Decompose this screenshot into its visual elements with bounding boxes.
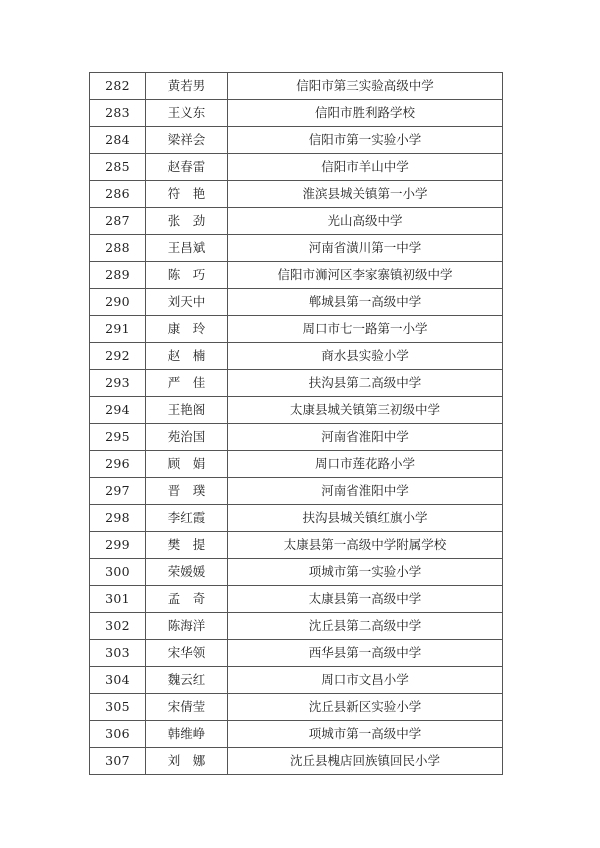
table-row [90, 397, 503, 424]
school-name: 信阳市浉河区李家寨镇初级中学 [228, 262, 503, 289]
table-row [90, 73, 503, 100]
row-number: 282 [90, 73, 146, 100]
school-name: 郸城县第一高级中学 [228, 289, 503, 316]
row-number: 285 [90, 154, 146, 181]
school-name: 沈丘县第二高级中学 [228, 613, 503, 640]
teacher-name: 荣媛媛 [146, 559, 228, 586]
table-row [90, 478, 503, 505]
row-number: 307 [90, 748, 146, 775]
school-name: 商水县实验小学 [228, 343, 503, 370]
table-row [90, 640, 503, 667]
row-number: 290 [90, 289, 146, 316]
teacher-name: 顾 娟 [146, 451, 228, 478]
school-name: 河南省潢川第一中学 [228, 235, 503, 262]
school-name: 西华县第一高级中学 [228, 640, 503, 667]
table-row [90, 181, 503, 208]
school-name: 信阳市胜利路学校 [228, 100, 503, 127]
row-number: 303 [90, 640, 146, 667]
row-number: 286 [90, 181, 146, 208]
school-name: 太康县第一高级中学 [228, 586, 503, 613]
school-name: 光山高级中学 [228, 208, 503, 235]
school-name: 扶沟县城关镇红旗小学 [228, 505, 503, 532]
table-row [90, 694, 503, 721]
school-name: 信阳市第三实验高级中学 [228, 73, 503, 100]
row-number: 296 [90, 451, 146, 478]
table-row [90, 208, 503, 235]
row-number: 305 [90, 694, 146, 721]
school-name: 周口市文昌小学 [228, 667, 503, 694]
teacher-name: 刘 娜 [146, 748, 228, 775]
table-row [90, 559, 503, 586]
teacher-name: 康 玲 [146, 316, 228, 343]
table-row [90, 262, 503, 289]
school-name: 项城市第一高级中学 [228, 721, 503, 748]
teacher-name: 宋华领 [146, 640, 228, 667]
table-row [90, 289, 503, 316]
teacher-name: 苑治国 [146, 424, 228, 451]
school-name: 沈丘县槐店回族镇回民小学 [228, 748, 503, 775]
teacher-name: 赵 楠 [146, 343, 228, 370]
school-name: 河南省淮阳中学 [228, 478, 503, 505]
school-name: 信阳市第一实验小学 [228, 127, 503, 154]
teacher-name: 宋倩莹 [146, 694, 228, 721]
teacher-name: 陈 巧 [146, 262, 228, 289]
table-row [90, 235, 503, 262]
row-number: 284 [90, 127, 146, 154]
table-row [90, 667, 503, 694]
school-name: 周口市莲花路小学 [228, 451, 503, 478]
table-row [90, 532, 503, 559]
row-number: 300 [90, 559, 146, 586]
row-number: 283 [90, 100, 146, 127]
table-row [90, 424, 503, 451]
teacher-name: 张 劲 [146, 208, 228, 235]
table-row [90, 100, 503, 127]
row-number: 287 [90, 208, 146, 235]
table-row [90, 154, 503, 181]
teacher-name: 赵春雷 [146, 154, 228, 181]
row-number: 291 [90, 316, 146, 343]
school-name: 沈丘县新区实验小学 [228, 694, 503, 721]
table-row [90, 370, 503, 397]
table-row [90, 613, 503, 640]
row-number: 295 [90, 424, 146, 451]
roster-table-body [90, 73, 503, 775]
school-name: 扶沟县第二高级中学 [228, 370, 503, 397]
teacher-name: 刘天中 [146, 289, 228, 316]
table-row [90, 748, 503, 775]
school-name: 项城市第一实验小学 [228, 559, 503, 586]
row-number: 297 [90, 478, 146, 505]
row-number: 299 [90, 532, 146, 559]
row-number: 288 [90, 235, 146, 262]
row-number: 293 [90, 370, 146, 397]
row-number: 304 [90, 667, 146, 694]
school-name: 太康县城关镇第三初级中学 [228, 397, 503, 424]
teacher-name: 樊 提 [146, 532, 228, 559]
row-number: 301 [90, 586, 146, 613]
row-number: 298 [90, 505, 146, 532]
teacher-name: 黄若男 [146, 73, 228, 100]
teacher-name: 王艳阁 [146, 397, 228, 424]
teacher-name: 王昌斌 [146, 235, 228, 262]
table-row [90, 451, 503, 478]
teacher-name: 韩维峥 [146, 721, 228, 748]
table-row [90, 343, 503, 370]
teacher-name: 李红霞 [146, 505, 228, 532]
table-row [90, 127, 503, 154]
roster-table [89, 72, 503, 775]
school-name: 周口市七一路第一小学 [228, 316, 503, 343]
teacher-name: 梁祥会 [146, 127, 228, 154]
school-name: 淮滨县城关镇第一小学 [228, 181, 503, 208]
table-row [90, 316, 503, 343]
table-row [90, 721, 503, 748]
teacher-name: 王义东 [146, 100, 228, 127]
teacher-name: 严 佳 [146, 370, 228, 397]
teacher-name: 魏云红 [146, 667, 228, 694]
school-name: 信阳市羊山中学 [228, 154, 503, 181]
table-row [90, 586, 503, 613]
teacher-name: 符 艳 [146, 181, 228, 208]
row-number: 306 [90, 721, 146, 748]
row-number: 294 [90, 397, 146, 424]
table-row [90, 505, 503, 532]
row-number: 292 [90, 343, 146, 370]
row-number: 302 [90, 613, 146, 640]
teacher-name: 孟 奇 [146, 586, 228, 613]
teacher-name: 陈海洋 [146, 613, 228, 640]
school-name: 河南省淮阳中学 [228, 424, 503, 451]
school-name: 太康县第一高级中学附属学校 [228, 532, 503, 559]
teacher-name: 晋 璞 [146, 478, 228, 505]
row-number: 289 [90, 262, 146, 289]
